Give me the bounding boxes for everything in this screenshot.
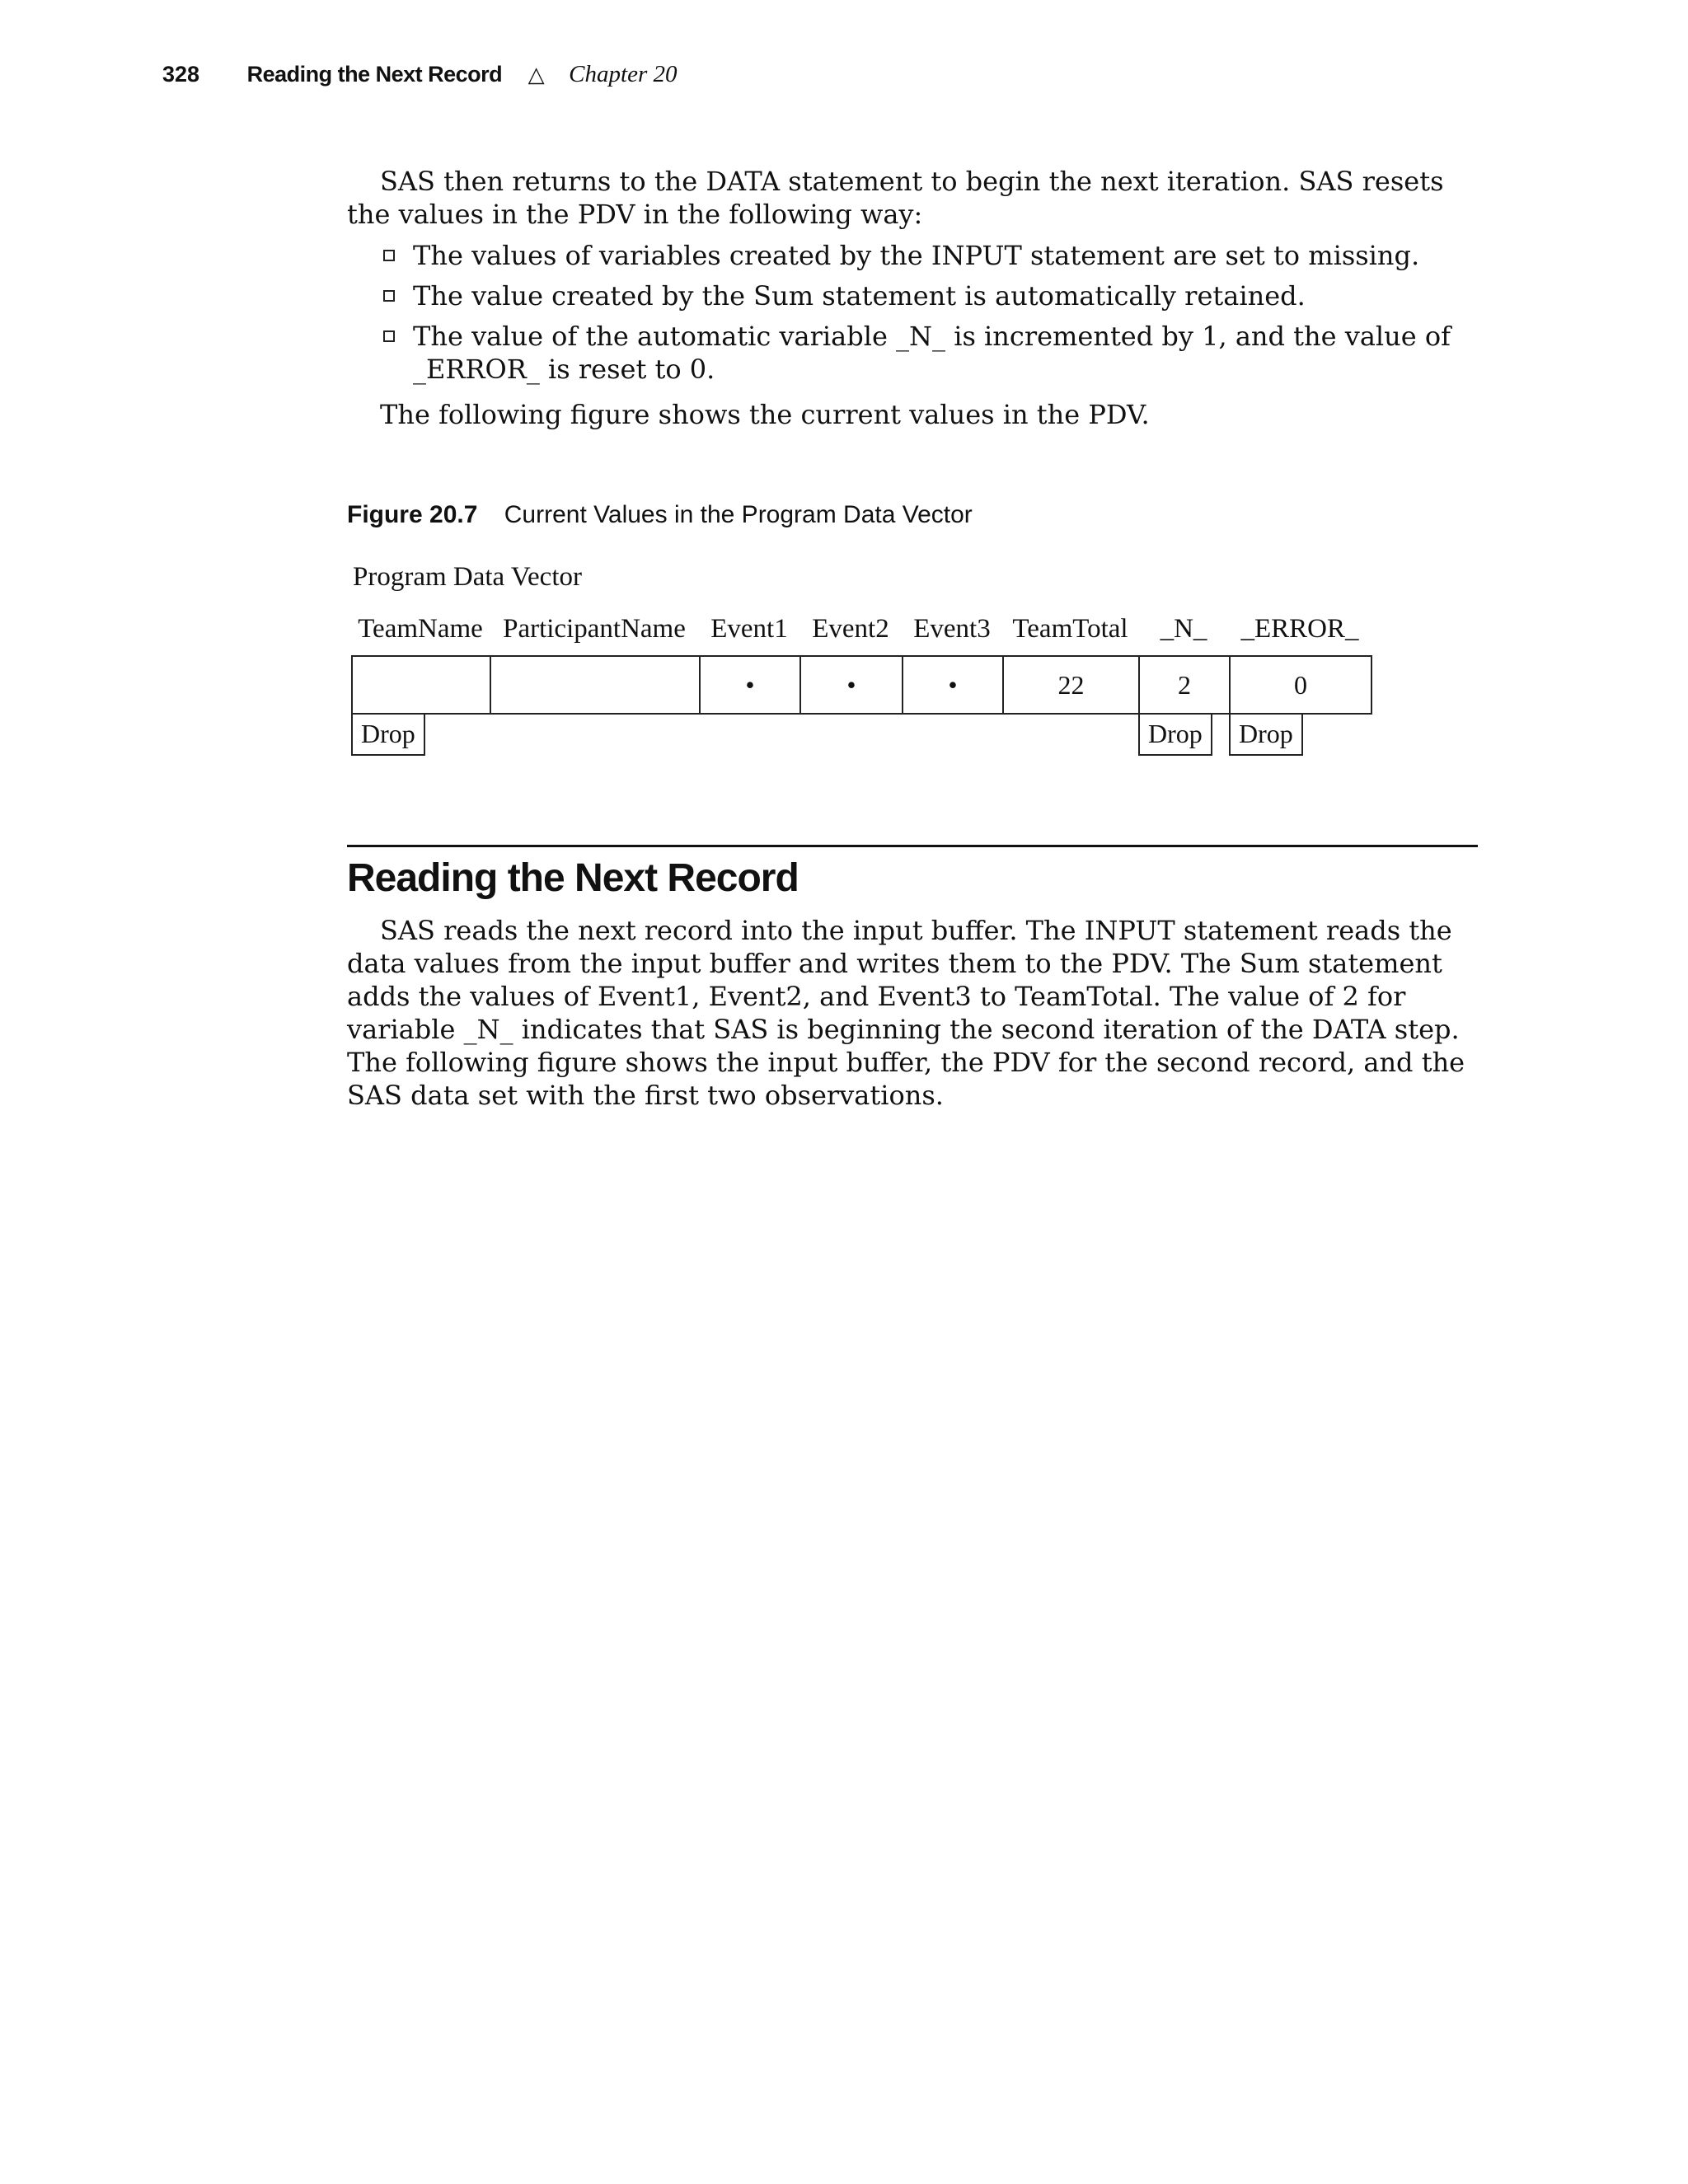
column-header-teamtotal: TeamTotal — [1012, 614, 1128, 644]
pdv-cell-event3: • — [902, 655, 1004, 715]
pdv-cell-participantname — [490, 655, 701, 715]
pdv-cell-event2: • — [799, 655, 903, 715]
pdv-cell-teamname — [351, 655, 491, 715]
column-header-error: _ERROR_ — [1240, 614, 1359, 644]
section-divider — [347, 845, 1478, 847]
checkbox-bullet-icon — [383, 290, 395, 302]
drop-label-teamname: Drop — [351, 713, 425, 756]
figure-caption-text: Current Values in the Program Data Vector — [504, 501, 973, 528]
list-item — [380, 320, 1478, 386]
pdv-title: Program Data Vector — [353, 562, 582, 592]
page-number: 328 — [162, 62, 200, 87]
column-header-event2: Event2 — [812, 614, 889, 644]
figure-intro-paragraph: The following figure shows the current values in the PDV. — [380, 399, 1150, 430]
drop-label-error: Drop — [1229, 713, 1303, 756]
column-header-teamname: TeamName — [358, 614, 483, 644]
checkbox-bullet-icon — [383, 330, 395, 342]
list-item-text: The value created by the Sum statement is automatically retained. — [413, 280, 1306, 312]
section-heading: Reading the Next Record — [347, 856, 799, 900]
figure-label: Figure 20.7 — [347, 501, 478, 528]
chapter-label: Chapter 20 — [569, 61, 678, 87]
list-item — [380, 239, 1478, 272]
checkbox-bullet-icon — [383, 250, 395, 261]
pdv-cell-error: 0 — [1229, 655, 1372, 715]
column-header-participantname: ParticipantName — [503, 614, 686, 644]
section-paragraph: SAS reads the next record into the input buffer. The INPUT statement reads the data values from the input buffer and writes them to the PDV. The Sum statement adds the values of Event1, Event2, and Event3 to TeamTotal. The value of 2 for variable _N_ indicates that SAS is beginning the second iteration of the DATA step. The following figure shows the input buffer, the PDV for the second record, and the SAS data set with the first two observations. — [347, 915, 1465, 1111]
pdv-cell-n: 2 — [1138, 655, 1231, 715]
pdv-cell-teamtotal: 22 — [1002, 655, 1140, 715]
list-item-text: The values of variables created by the INPUT statement are set to missing. — [413, 240, 1420, 271]
column-header-event1: Event1 — [710, 614, 788, 644]
drop-label-n: Drop — [1138, 713, 1212, 756]
reset-rules-list — [380, 239, 1478, 393]
running-header — [162, 59, 677, 89]
figure-caption — [347, 500, 973, 530]
triangle-separator-icon: △ — [528, 62, 545, 87]
column-header-event3: Event3 — [913, 614, 991, 644]
list-item-text: The value of the automatic variable _N_ is incremented by 1, and the value of _ERROR_ is reset to 0. — [413, 321, 1451, 385]
pdv-diagram — [351, 560, 1423, 775]
running-title: Reading the Next Record — [246, 62, 503, 87]
list-item — [380, 279, 1478, 312]
column-header-n: _N_ — [1160, 614, 1207, 644]
intro-paragraph: SAS then returns to the DATA statement to begin the next iteration. SAS resets the values in the PDV in the following way: — [347, 166, 1444, 230]
pdv-cell-event1: • — [699, 655, 801, 715]
